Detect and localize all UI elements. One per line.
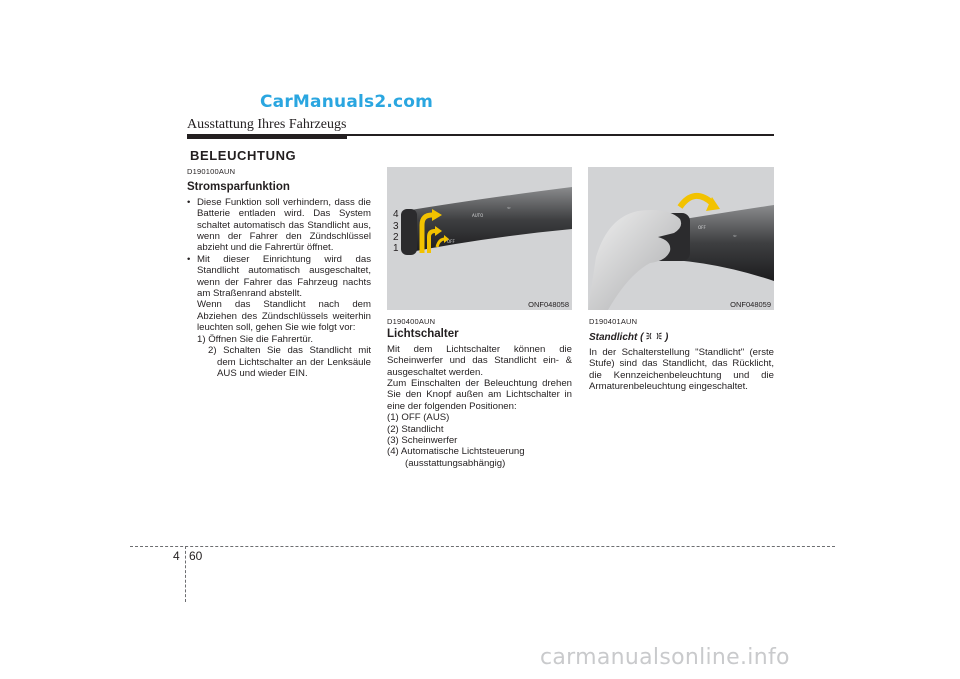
section-title: Ausstattung Ihres Fahrzeugs — [187, 117, 347, 132]
svg-text:⇦: ⇦ — [507, 205, 511, 210]
page-number: 60 — [189, 549, 203, 563]
figure-light-switch-positions — [387, 167, 572, 310]
paragraph: Mit dem Lichtschalter können die Scheinwerfer und das Standlicht ein- & ausgeschaltet werden. — [387, 343, 572, 378]
figure-caption: ONF048059 — [730, 300, 771, 309]
column-standlicht — [589, 316, 774, 392]
section-heading — [589, 331, 774, 344]
main-heading: BELEUCHTUNG — [190, 148, 297, 163]
column-stromsparfunktion — [187, 166, 371, 379]
section-code: D190400AUN — [387, 317, 436, 326]
position-number: 4 — [393, 209, 399, 220]
watermark-carmanualsonline[interactable]: carmanualsonline.info — [540, 645, 790, 670]
list-item: (3) Scheinwerfer — [387, 435, 458, 447]
watermark-carmanuals2[interactable]: CarManuals2.com — [260, 92, 434, 112]
figure-caption: ONF048058 — [528, 300, 569, 309]
bullet-item: • Diese Funktion soll verhindern, dass die Batterie entladen wird. Das System schaltet automatisch das Standlicht aus, wenn der Fahrer den Zündschlüssel abzieht und die Fahrertür öffnet. — [187, 197, 371, 254]
svg-text:AUTO: AUTO — [472, 213, 484, 218]
paragraph: Wenn das Standlicht nach dem Abziehen des Zündschlüssels weiterhin leuchten soll, gehen Sie wie folgt vor: — [197, 299, 371, 334]
heading-text: Standlicht ( — [589, 332, 644, 344]
footer-vertical-divider — [185, 546, 186, 602]
section-code: D190401AUN — [589, 317, 638, 326]
position-number: 1 — [393, 243, 399, 254]
list-item: (4) Automatische Lichtsteuerung — [387, 446, 525, 458]
svg-text:OFF: OFF — [447, 239, 455, 244]
chapter-number: 4 — [173, 549, 180, 563]
list-item-continuation: (ausstattungsabhängig) — [405, 457, 506, 469]
header-tab-mark — [187, 134, 347, 139]
parking-light-icon — [646, 331, 662, 344]
figure-standlicht-hand — [588, 167, 774, 310]
step-item: 2) Schalten Sie das Standlicht mit dem Lichtschalter an der Lenksäule AUS und wieder EIN. — [208, 345, 371, 379]
position-number: 3 — [393, 221, 399, 232]
svg-text:⇦: ⇦ — [733, 233, 737, 238]
footer-divider — [130, 546, 835, 547]
section-heading: Stromsparfunktion — [187, 181, 290, 194]
svg-text:OFF: OFF — [698, 225, 706, 230]
step-item: 1) Öffnen Sie die Fahrertür. — [197, 333, 314, 345]
section-code: D190100AUN — [187, 167, 236, 176]
list-item: (1) OFF (AUS) — [387, 412, 450, 424]
column-lichtschalter — [387, 316, 572, 469]
paragraph: Zum Einschalten der Beleuchtung drehen Sie den Knopf außen am Lichtschalter in eine der folgenden Positionen: — [387, 378, 572, 412]
position-number: 2 — [393, 232, 399, 243]
hand-switch-illustration — [588, 167, 774, 310]
light-switch-illustration — [387, 167, 572, 310]
heading-text: ) — [665, 332, 669, 344]
list-item: (2) Standlicht — [387, 423, 444, 435]
section-heading: Lichtschalter — [387, 328, 459, 341]
bullet-item: • Mit dieser Einrichtung wird das Standlicht automatisch ausgeschaltet, wenn der Fahrer das Fahrzeug nachts am Straßenrand abstellt. — [187, 254, 371, 300]
paragraph: In der Schalterstellung "Standlicht" (erste Stufe) sind das Standlicht, das Rücklicht, die Kennzeichenbeleuchtung und die Armaturenbeleuchtung eingeschaltet. — [589, 346, 774, 393]
